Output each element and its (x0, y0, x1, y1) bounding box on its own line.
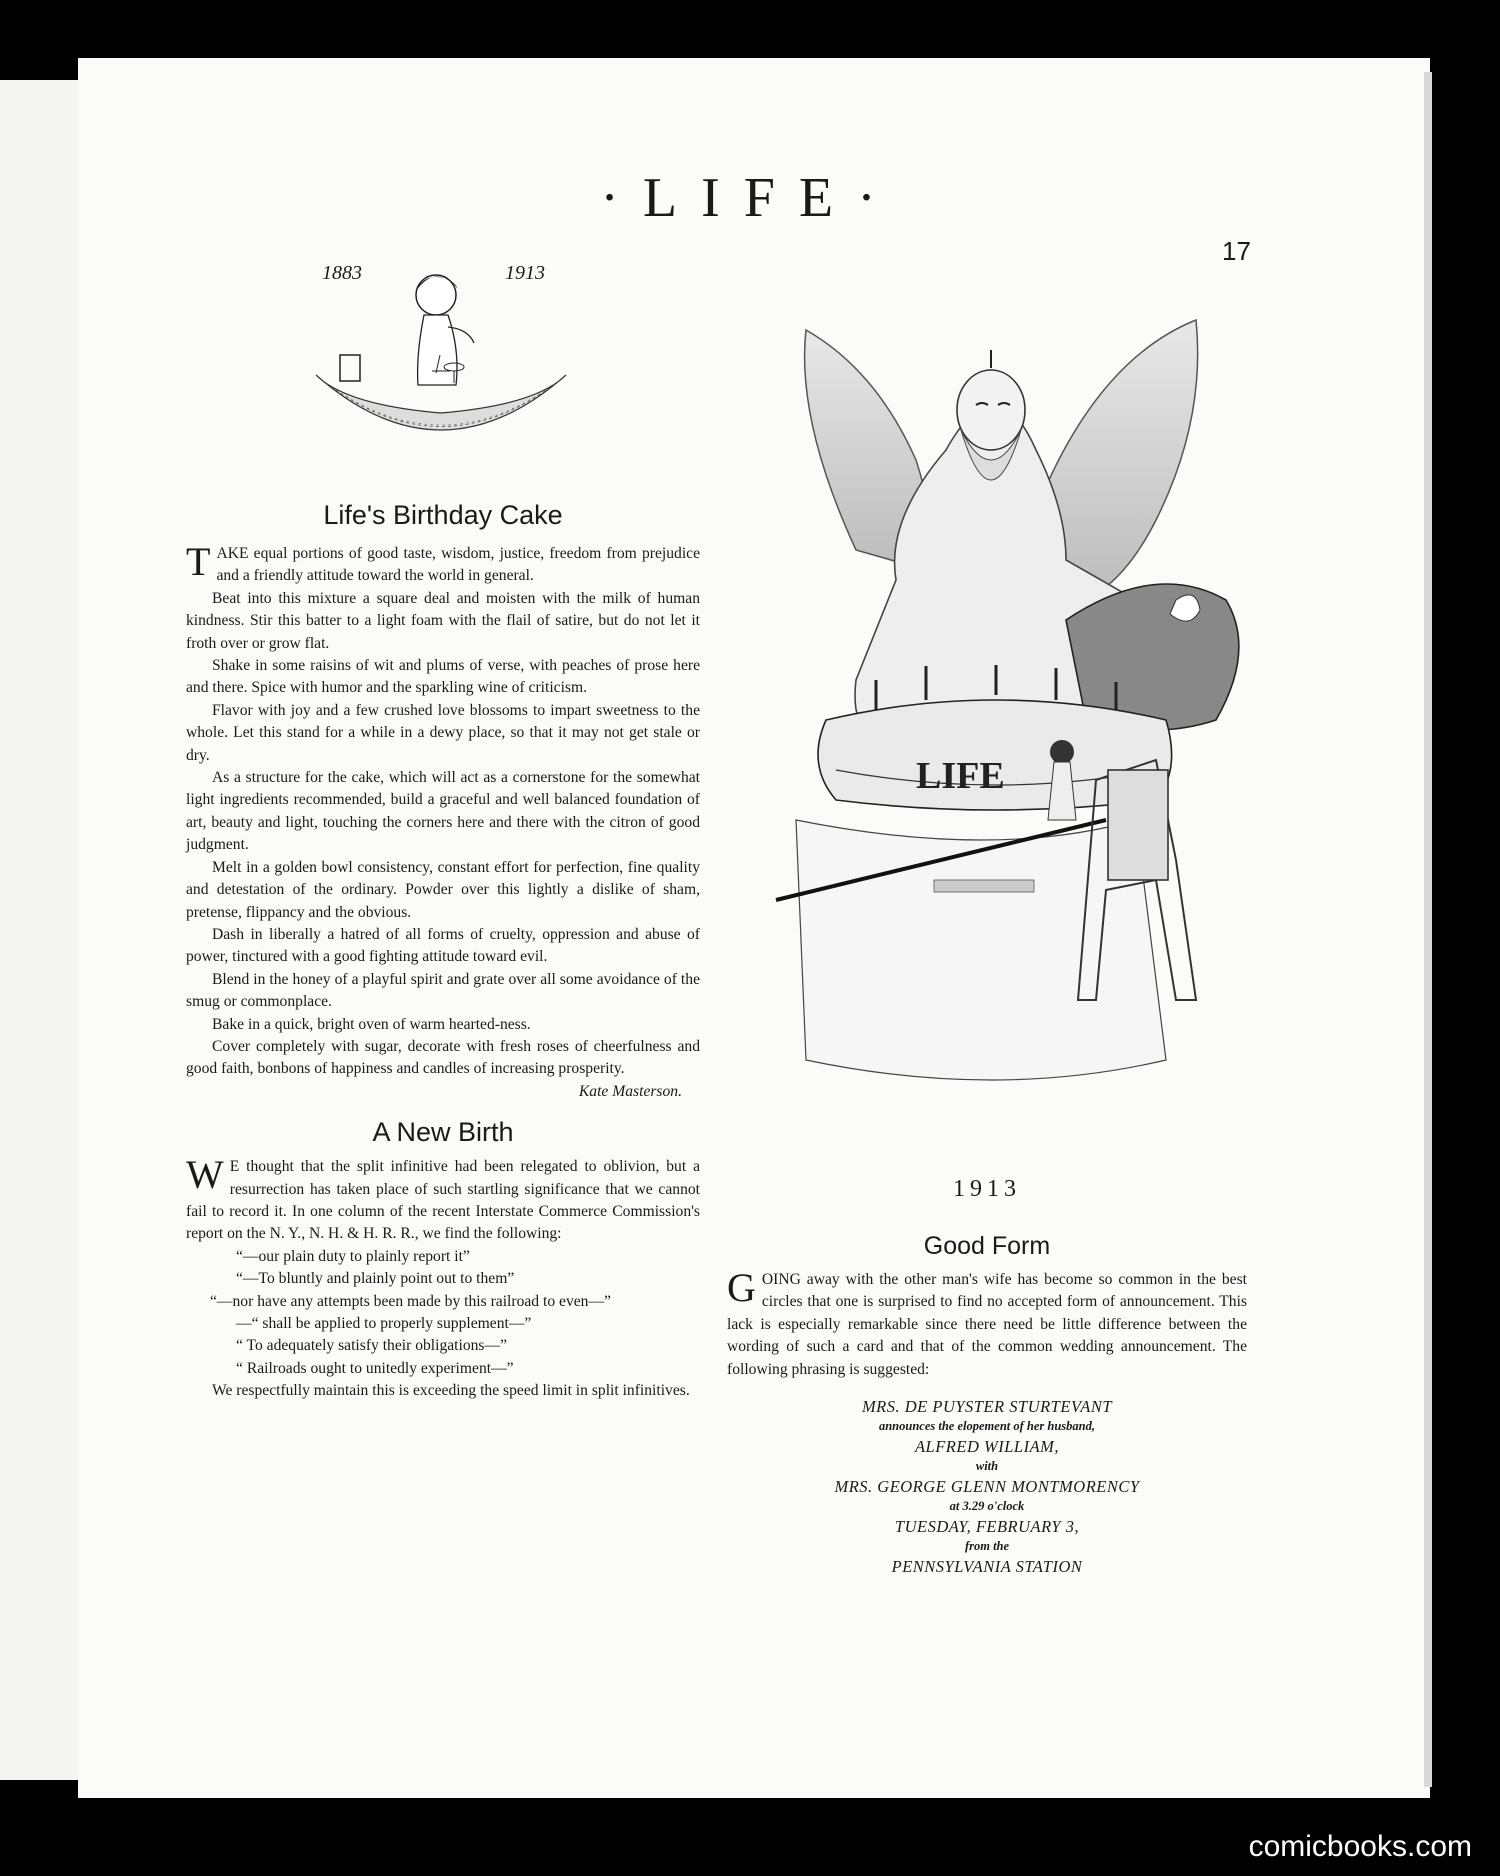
scan-border-top (0, 0, 1500, 60)
birthday-cake-paragraph-1: TAKE equal portions of good taste, wisdom, justice, freedom from prejudice and a friendly attitude toward the world in general. (186, 539, 700, 585)
dropcap: G (727, 1265, 756, 1310)
quote-line: “—our plain duty to plainly report it” (236, 1247, 470, 1265)
cherub-vignette-illustration (306, 255, 576, 475)
page-number: 17 (1222, 236, 1251, 266)
quote-line: “ Railroads ought to unitedly experiment—” (236, 1359, 514, 1377)
quote-line: “—To bluntly and plainly point out to them” (236, 1270, 515, 1288)
vignette-year-right: 1913 (505, 262, 545, 284)
new-birth-closing: We respectfully maintain this is exceeding the speed limit in split infinitives. (212, 1382, 690, 1400)
cake-lettering: LIFE (916, 755, 1005, 797)
dropcap: T (186, 539, 211, 584)
announcement-line: ALFRED WILLIAM, (914, 1437, 1060, 1457)
good-form-paragraph: GOING away with the other man's wife has become so common in the best circles that one is surprised to find no accepted form of announcement. This lack is especially remarkable since there need be little difference between the wording of such a card and that of the common wedding announcement. The following phrasing is suggested: (727, 1265, 1247, 1378)
quote-line: “ To adequately satisfy their obligations—” (236, 1337, 508, 1355)
announcement-line: PENNSYLVANIA STATION (891, 1557, 1083, 1577)
announcement-line: from the (964, 1539, 1010, 1554)
right-column (727, 1232, 1247, 1578)
announcement-line: MRS. DE PUYSTER STURTEVANT (861, 1397, 1113, 1417)
vignette-year-left: 1883 (322, 262, 362, 284)
announcement-line: announces the elopement of her husband, (878, 1419, 1095, 1434)
dropcap: W (186, 1152, 224, 1198)
birthday-cake-paragraph-10: Cover completely with sugar, decorate with fresh roses of cheerfulness and good faith, bonbons of happiness and candles of increasing prosperity. Kate Masterson. (186, 1036, 700, 1081)
birthday-cake-paragraph-2: Beat into this mixture a square deal and moisten with the milk of human kindness. Stir this batter to a light foam with the flail of satire, but do not let it froth over or grow flat. (186, 589, 700, 652)
new-birth-paragraph-1: W E thought that the split infinitive had been relegated to oblivion, but a resurrection has taken place of such startling significance that we cannot fail to record it. In one column of the recent Interstate Commerce Commission's report on the N. Y., N. H. & H. R. R., we find the following: (186, 1152, 700, 1243)
new-birth-title: A New Birth (372, 1117, 514, 1148)
announcement-line: with (975, 1459, 999, 1474)
quote-line: —“ shall be applied to properly supplement—” (236, 1315, 532, 1332)
page-edge-right (1424, 72, 1432, 1787)
angel-cake-illustration (736, 300, 1266, 1130)
masthead: ·LIFE· (600, 167, 900, 229)
announcement-line: TUESDAY, FEBRUARY 3, (894, 1517, 1080, 1537)
birthday-cake-paragraph-5: As a structure for the cake, which will act as a cornerstone for the somewhat light ingredients recommended, build a graceful and well balanced foundation of art, beauty and light, touching the corners here and there with the citron of good judgment. (186, 769, 700, 854)
good-form-title: Good Form (923, 1232, 1051, 1260)
illustration-caption: 1913 (953, 1176, 1021, 1202)
byline: Kate Masterson. (578, 1082, 682, 1100)
birthday-cake-paragraph-6: Melt in a golden bowl consistency, constant effort for perfection, fine quality and detestation of the ordinary. Powder over this lightly a dislike of sham, pretense, flippancy and the obvious. (186, 858, 700, 921)
birthday-cake-paragraph-9: Bake in a quick, bright oven of warm hearted-ness. (212, 1015, 531, 1033)
announcement-line: MRS. GEORGE GLENN MONTMORENCY (834, 1477, 1140, 1497)
elopement-announcement (727, 1395, 1247, 1578)
site-watermark: comicbooks.com (1248, 1830, 1472, 1863)
birthday-cake-paragraph-3: Shake in some raisins of wit and plums of verse, with peaches of prose here and there. Spice with humor and the sparkling wine of criticism. (186, 657, 700, 697)
birthday-cake-title: Life's Birthday Cake (323, 500, 563, 530)
quote-line: “—nor have any attempts been made by this railroad to even—” (210, 1292, 611, 1310)
birthday-cake-paragraph-7: Dash in liberally a hatred of all forms of cruelty, oppression and abuse of power, tinctured with a good fighting attitude toward evil. (186, 925, 700, 966)
birthday-cake-paragraph-8: Blend in the honey of a playful spirit and grate over all some avoidance of the smug or commonplace. (186, 970, 700, 1011)
announcement-line: at 3.29 o'clock (949, 1499, 1025, 1514)
left-column (186, 500, 700, 1403)
birthday-cake-paragraph-4: Flavor with joy and a few crushed love blossoms to impart sweetness to the whole. Let this stand for a while in a dewy place, so that it may not get stale or dry. (186, 701, 700, 764)
